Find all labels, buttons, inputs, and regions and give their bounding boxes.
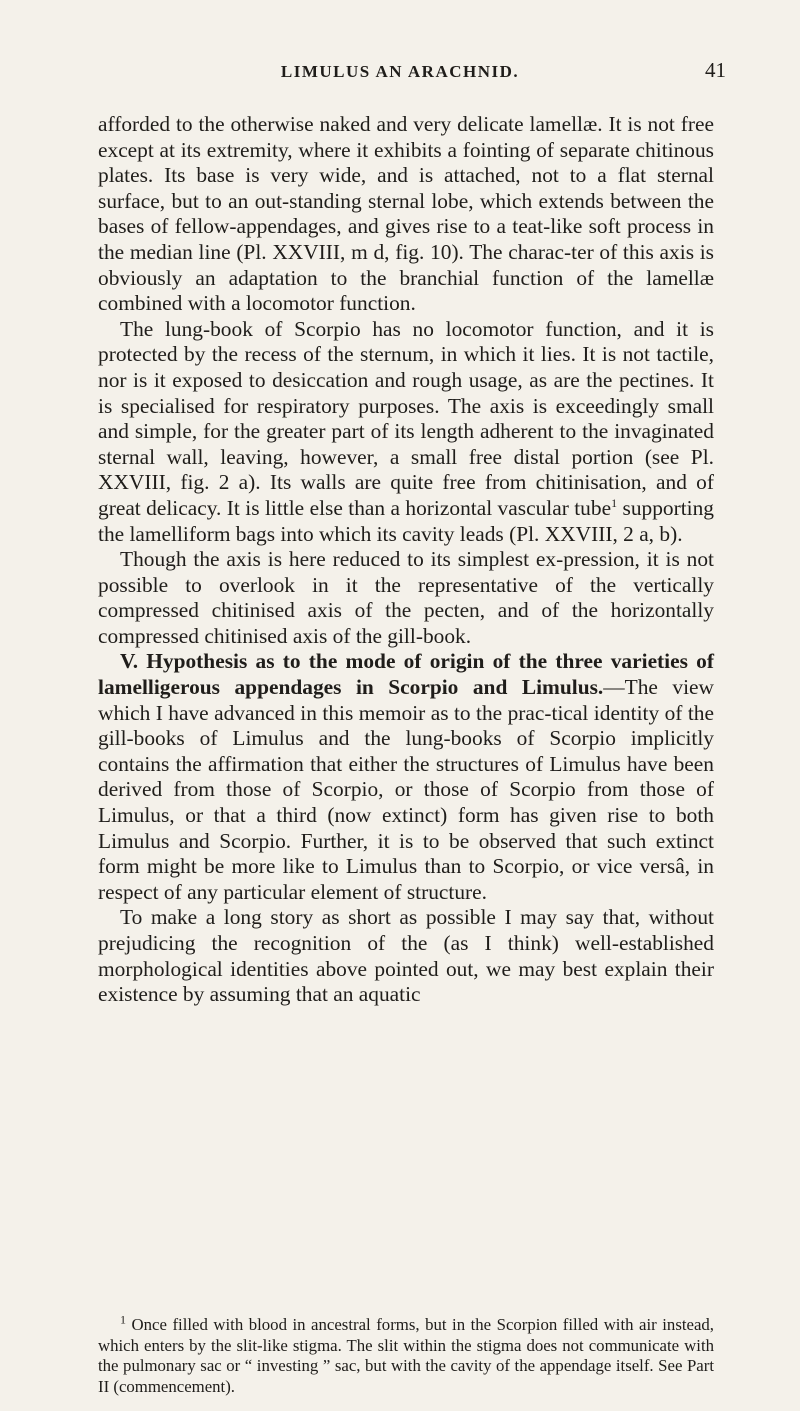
paragraph-4-text: —The view which I have advanced in this memoir as to the prac-tical identity of the gill-books of Limulus and the lung-books of Scorpio implicitly contains the affirmation that either the structures of Limulus have been derived from those of Scorpio, or those of Scorpio from those of Limulus, or that a third (now extinct) form has given rise to both Limulus and Scorpio. Further, it is to be observed that such extinct form might be more like to Limulus than to Scorpio, or vice versâ, in respect of any particular element of structure. bbox=[98, 675, 714, 904]
paragraph-2-text-a: The lung-book of Scorpio has no locomotor function, and it is protected by the recess of the sternum, in which it lies. It is not tactile, nor is it exposed to desiccation and rough usage, as are the pectines. It is specialised for respiratory purposes. The axis is exceedingly small and simple, for the greater part of its length adherent to the invaginated sternal wall, leaving, however, a small free distal portion (see Pl. XXVIII, fig. 2 a). Its walls are quite free from chitinisation, and of great delicacy. It is little else than a horizontal vascular tube bbox=[98, 316, 714, 520]
section-heading: V. Hypothesis as to the mode of origin of the three varieties of lamelligerous appendages in Scorpio and Limulus. bbox=[98, 649, 714, 700]
footnote bbox=[98, 1312, 714, 1397]
footnote-reference: 1 bbox=[611, 495, 618, 510]
paragraph-3: Though the axis is here reduced to its simplest ex-pression, it is not possible to overlook in it the representative of the vertically compressed chitinised axis of the pecten, and of the horizontally compressed chitinised axis of the gill-book. bbox=[98, 547, 714, 648]
page-number: 41 bbox=[705, 58, 726, 82]
paragraph-5: To make a long story as short as possible I may say that, without prejudicing the recognition of the (as I think) well-established morphological identities above pointed out, we may best explain their existence by assuming that an aquatic bbox=[98, 905, 714, 1007]
paragraph-1: afforded to the otherwise naked and very delicate lamellæ. It is not free except at its extremity, where it exhibits a fointing of separate chitinous plates. Its base is very wide, and is attached, not to a flat sternal surface, but to an out-standing sternal lobe, which extends between the bases of fellow-appendages, and gives rise to a teat-like soft process in the median line (Pl. XXVIII, m d, fig. 10). The charac-ter of this axis is obviously an adaptation to the branchial function of the lamellæ combined with a locomotor function. bbox=[98, 112, 714, 316]
footnote-marker: 1 bbox=[120, 1312, 126, 1327]
paragraph-2 bbox=[98, 317, 714, 547]
paragraph-2-text-b: supporting the lamelliform bags into which its cavity leads (Pl. XXVIII, 2 a, b). bbox=[98, 495, 715, 546]
running-title: LIMULUS AN ARACHNID. bbox=[280, 62, 520, 81]
paragraph-4 bbox=[98, 649, 714, 905]
footnote-text: Once filled with blood in ancestral forms, but in the Scorpion filled with air instead, which enters by the slit-like stigma. The slit within the stigma does not communicate with the pulmonary sac or “ investing ” sac, but with the cavity of the appendage itself. See Part II (commencement). bbox=[98, 1315, 714, 1396]
body-text bbox=[98, 112, 714, 1008]
page-header bbox=[0, 58, 800, 88]
